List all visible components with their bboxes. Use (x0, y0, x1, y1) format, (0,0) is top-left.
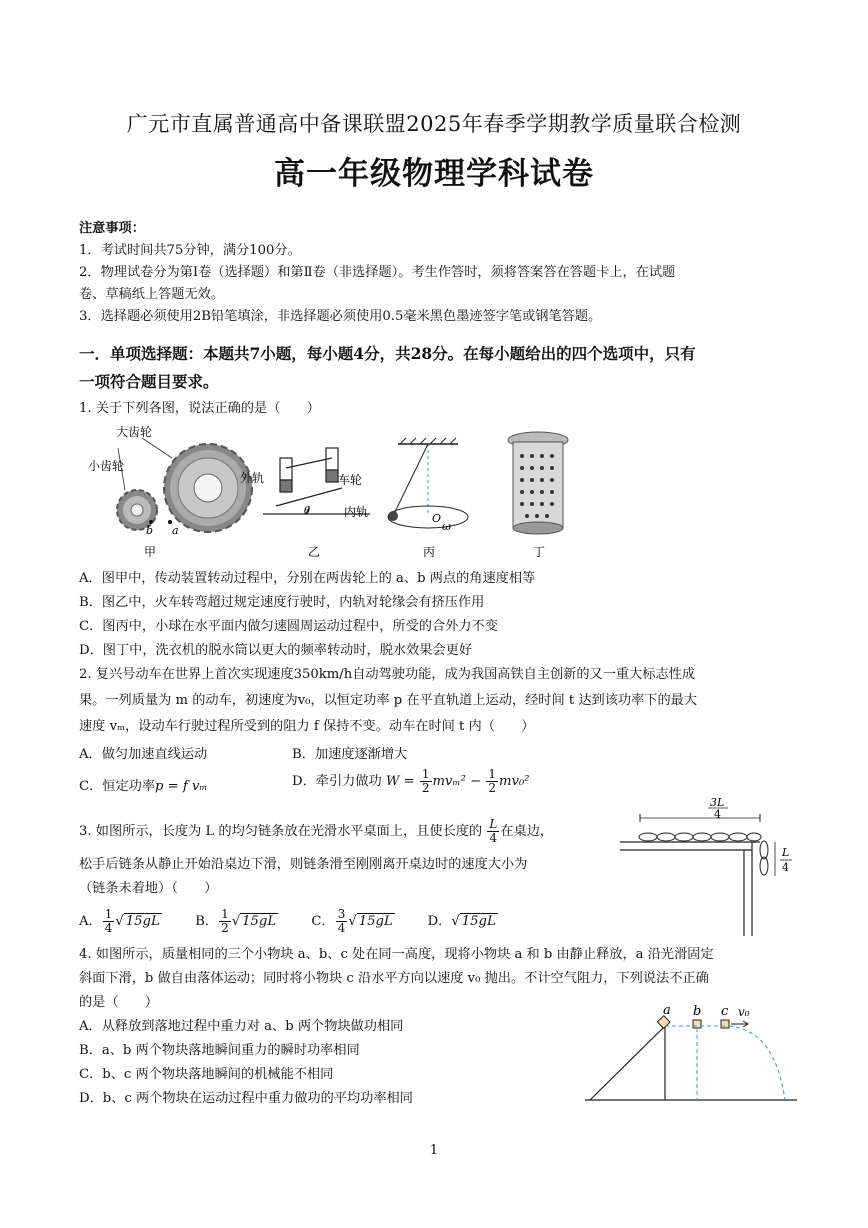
q2-option-a: A．做匀加速直线运动 (79, 747, 208, 762)
label-outer-rail: 外轨 (240, 471, 265, 485)
q4-stem-line1: 4. 如图所示，质量相同的三个小物块 a、b、c 处在同一高度，现将小物块 a 和 b 由静止释放，a 沿光滑固定 (79, 947, 714, 962)
fig-top-num: 3L (710, 798, 725, 809)
q2-option-c-text: C．恒定功率 (79, 779, 156, 794)
fig-side-den: 4 (782, 861, 789, 874)
q4-option-d: D．b、c 两个物块在运动过程中重力做功的平均功率相同 (79, 1091, 413, 1106)
q1-stem: 1. 关于下列各图，说法正确的是（ ） (79, 401, 320, 416)
label-omega: ω (442, 520, 451, 533)
q3-stem-line2: 松手后链条从静止开始沿桌边下滑，则链条滑至刚刚离开桌边时的速度大小为 (79, 857, 528, 872)
q4-option-b: B．a、b 两个物块落地瞬间重力的瞬时功率相同 (79, 1043, 360, 1058)
q2-option-d (292, 768, 530, 795)
q1-option-a: A．图甲中，传动装置转动过程中，分别在两齿轮上的 a、b 两点的角速度相等 (79, 571, 536, 586)
exam-title: 高一年级物理学科试卷 (274, 156, 594, 192)
q2-stem-line1: 2. 复兴号动车在世界上首次实现速度350km/h自动驾驶功能，成为我国高铁自主创新的又一重大标志性成 (79, 667, 696, 682)
notice-item-2: 2．物理试卷分为第Ⅰ卷（选择题）和第Ⅱ卷（非选择题）。考生作答时，须将答案答在答题卡上，在试题 (79, 265, 676, 280)
notice-item-3: 3．选择题必须使用2B铅笔填涂，非选择题必须使用0.5毫米黑色墨迹签字笔或钢笔答题。 (79, 309, 602, 324)
q1-option-c: C．图丙中，小球在水平面内做匀速圆周运动过程中，所受的合外力不变 (79, 619, 498, 634)
label-wheel: 车轮 (338, 473, 363, 487)
caption-yi: 乙 (308, 545, 321, 559)
q4-figure (585, 1000, 800, 1106)
q2-option-d-frac2: $\frac{1}{2}$ (488, 767, 496, 795)
q3-chain-figure (620, 798, 800, 938)
gears-figure (117, 438, 252, 532)
fig-label-a: a (663, 1003, 671, 1018)
q2-option-c-math: p = f vₘ (155, 779, 208, 794)
section-heading-line2: 一项符合题目要求。 (79, 372, 219, 391)
label-b: b (146, 524, 154, 537)
q4-option-a: A．从释放到落地过程中重力对 a、b 两个物块做功相同 (79, 1019, 404, 1034)
fig-top-den: 4 (714, 808, 721, 821)
q2-option-c (79, 776, 208, 798)
fig-label-b: b (693, 1004, 702, 1019)
dryer-drum-figure (508, 432, 568, 534)
label-a: a (172, 524, 179, 537)
pendulum-figure (388, 438, 468, 528)
label-inner-rail: 内轨 (344, 505, 369, 519)
q1-option-d: D．图丁中，洗衣机的脱水筒以更大的频率转动时，脱水效果会更好 (79, 643, 473, 658)
q2-option-d-minus: − (470, 774, 482, 789)
page-number: 1 (429, 1143, 439, 1158)
label-theta: θ (304, 506, 311, 517)
q2-option-d-term2: mv₀² (499, 774, 530, 789)
q3-option-a: A． $\frac{1}{4}$ √ 15gL (79, 907, 160, 935)
q3-options (79, 908, 528, 935)
notice-heading: 注意事项： (79, 221, 145, 236)
caption-ding: 丁 (533, 545, 546, 559)
exam-subtitle: 广元市直属普通高中备课联盟2025年春季学期教学质量联合检测 (126, 112, 742, 136)
notice-item-2-cont: 卷、草稿纸上答题无效。 (79, 287, 225, 302)
label-big-gear: 大齿轮 (116, 425, 153, 439)
q3-option-d: D．√ 15gL (427, 914, 496, 929)
caption-bing: 丙 (423, 545, 436, 559)
fig-side-num: L (782, 846, 790, 859)
label-O: O (432, 512, 442, 525)
q1-option-b: B．图乙中，火车转弯超过规定速度行驶时，内轨对轮缘会有挤压作用 (79, 595, 485, 610)
caption-jia: 甲 (144, 545, 157, 559)
q2-stem-line3: 速度 vₘ，设动车行驶过程所受到的阻力 f 保持不变。动车在时间 t 内（ ） (79, 719, 535, 734)
q2-option-b: B．加速度逐渐增大 (292, 747, 408, 762)
q2-option-d-text: D．牵引力做功 (292, 774, 382, 789)
fig-label-v0: v₀ (738, 1005, 750, 1019)
q1-figure (80, 418, 600, 560)
notice-item-1: 1．考试时间共75分钟，满分100分。 (79, 243, 301, 258)
q4-stem-line3: 的是（ ） (79, 995, 159, 1010)
q2-option-d-term1: mvₘ² (432, 774, 466, 789)
q4-option-c: C．b、c 两个物块落地瞬间的机械能不相同 (79, 1067, 334, 1082)
q3-stem-line1: 3. 如图所示，长度为 L 的均匀链条放在光滑水平桌面上，且使长度的 $\frac{L}{4}$ 在桌边， (79, 817, 554, 845)
q4-stem-line2: 斜面下滑，b 做自由落体运动；同时将小物块 c 沿水平方向以速度 v₀ 抛出。不计空气阻力，下列说法不正确 (79, 971, 709, 986)
label-small-gear: 小齿轮 (88, 459, 125, 473)
fig-label-c: c (721, 1004, 729, 1019)
q3-option-b: B． $\frac{1}{2}$ √ 15gL (195, 907, 277, 935)
q2-stem-line2: 果。一列质量为 m 的动车，初速度为v₀，以恒定功率 p 在平直轨道上运动，经时间 t 达到该功率下的最大 (79, 693, 698, 708)
section-heading-line1: 一．单项选择题：本题共7小题，每小题4分，共28分。在每小题给出的四个选项中，只有 (79, 344, 696, 363)
q3-stem-frac: $\frac{L}{4}$ (489, 817, 498, 845)
q2-option-d-frac1: $\frac{1}{2}$ (421, 767, 430, 795)
q3-stem-line3: （链条未着地）（ ） (79, 881, 218, 896)
q2-option-d-W: W = (385, 774, 415, 789)
q3-option-c: C． $\frac{3}{4}$ √ 15gL (311, 907, 393, 935)
